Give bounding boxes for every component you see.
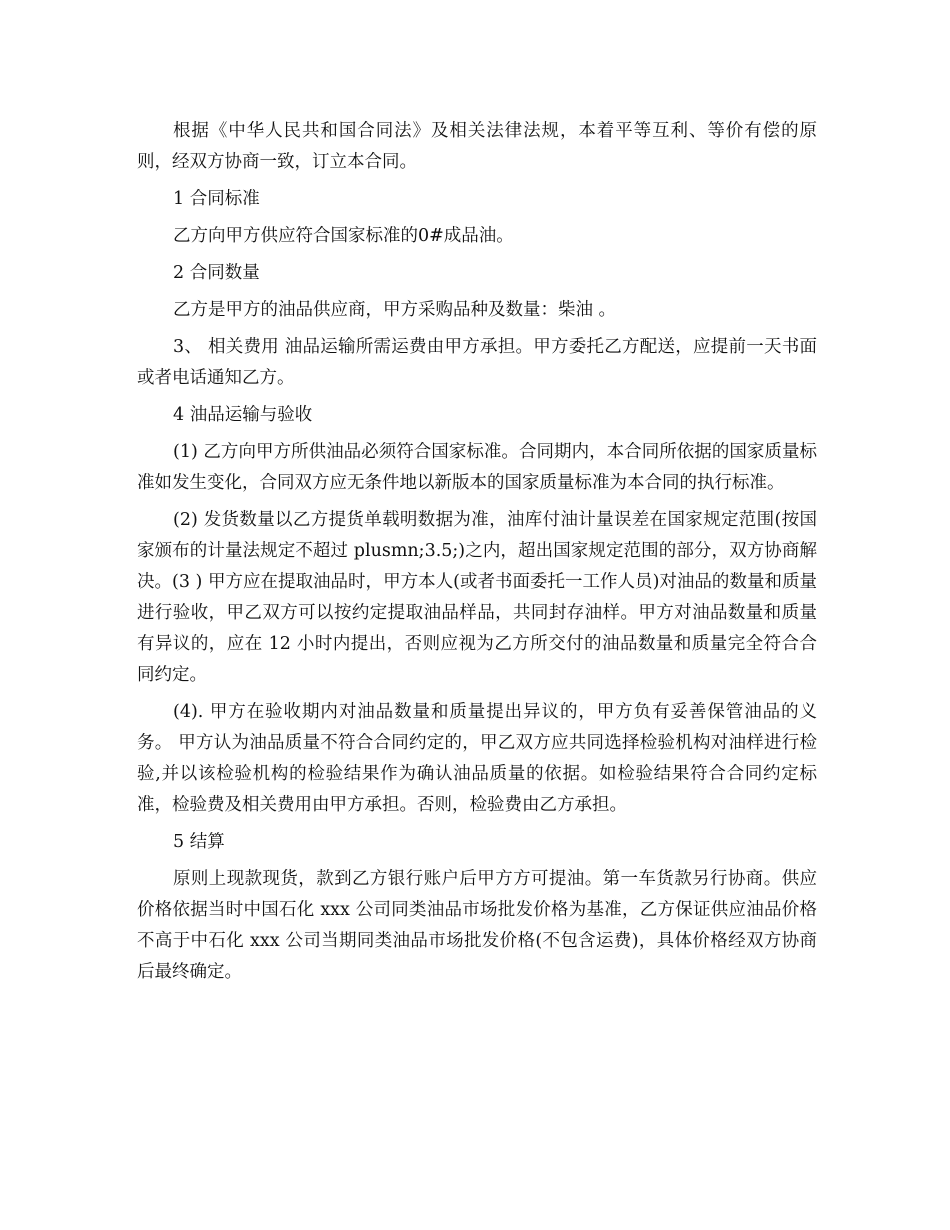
fees-paragraph: 3、 相关费用 油品运输所需运费由甲方承担。甲方委托乙方配送，应提前一天书面或者电话通知乙方。	[137, 337, 817, 388]
transport-clause-1: (1) 乙方向甲方所供油品必须符合国家标准。合同期内，本合同所依据的国家质量标准如发生变化，合同双方应无条件地以新版本的国家质量标准为本合同的执行标准。	[137, 442, 817, 493]
section-heading-transport: 4 油品运输与验收	[173, 405, 313, 425]
section-heading-quantity: 2 合同数量	[173, 263, 260, 283]
section-heading-settlement: 5 结算	[173, 832, 225, 852]
standard-paragraph: 乙方向甲方供应符合国家标准的0#成品油。	[173, 226, 514, 246]
document-body	[137, 116, 817, 994]
quantity-paragraph: 乙方是甲方的油品供应商，甲方采购品种及数量：柴油 。	[173, 300, 617, 320]
section-heading-standard: 1 合同标准	[173, 189, 260, 209]
transport-clause-4: (4). 甲方在验收期内对油品数量和质量提出异议的，甲方负有妥善保管油品的义务。 甲方认为油品质量不符合合同约定的，甲乙双方应共同选择检验机构对油样进行检验,并以该检验机构的检验结果作为确认油品质量的依据。如检验结果符合合同约定标准，检验费及相关费用由甲方承担。否则，检验费由乙方承担。	[137, 702, 817, 815]
settlement-paragraph: 原则上现款现货，款到乙方银行账户后甲方方可提油。第一车货款另行协商。供应价格依据当时中国石化 xxx 公司同类油品市场批发价格为基准，乙方保证供应油品价格不高于中石化 xxx 公司当期同类油品市场批发价格(不包含运费)，具体价格经双方协商后最终确定。	[137, 869, 817, 982]
preamble-paragraph: 根据《中华人民共和国合同法》及相关法律法规，本着平等互利、等价有偿的原则，经双方协商一致，订立本合同。	[137, 121, 817, 172]
transport-clause-2-3: (2) 发货数量以乙方提货单载明数据为准，油库付油计量误差在国家规定范围(按国家颁布的计量法规定不超过 plusmn;3.5;)之内，超出国家规定范围的部分，双方协商解决。(3 ) 甲方应在提取油品时，甲方本人(或者书面委托一工作人员)对油品的数量和质量进行验收，甲乙双方可以按约定提取油品样品，共同封存油样。甲方对油品数量和质量有异议的，应在 12 小时内提出，否则应视为乙方所交付的油品数量和质量完全符合合同约定。	[137, 510, 817, 685]
